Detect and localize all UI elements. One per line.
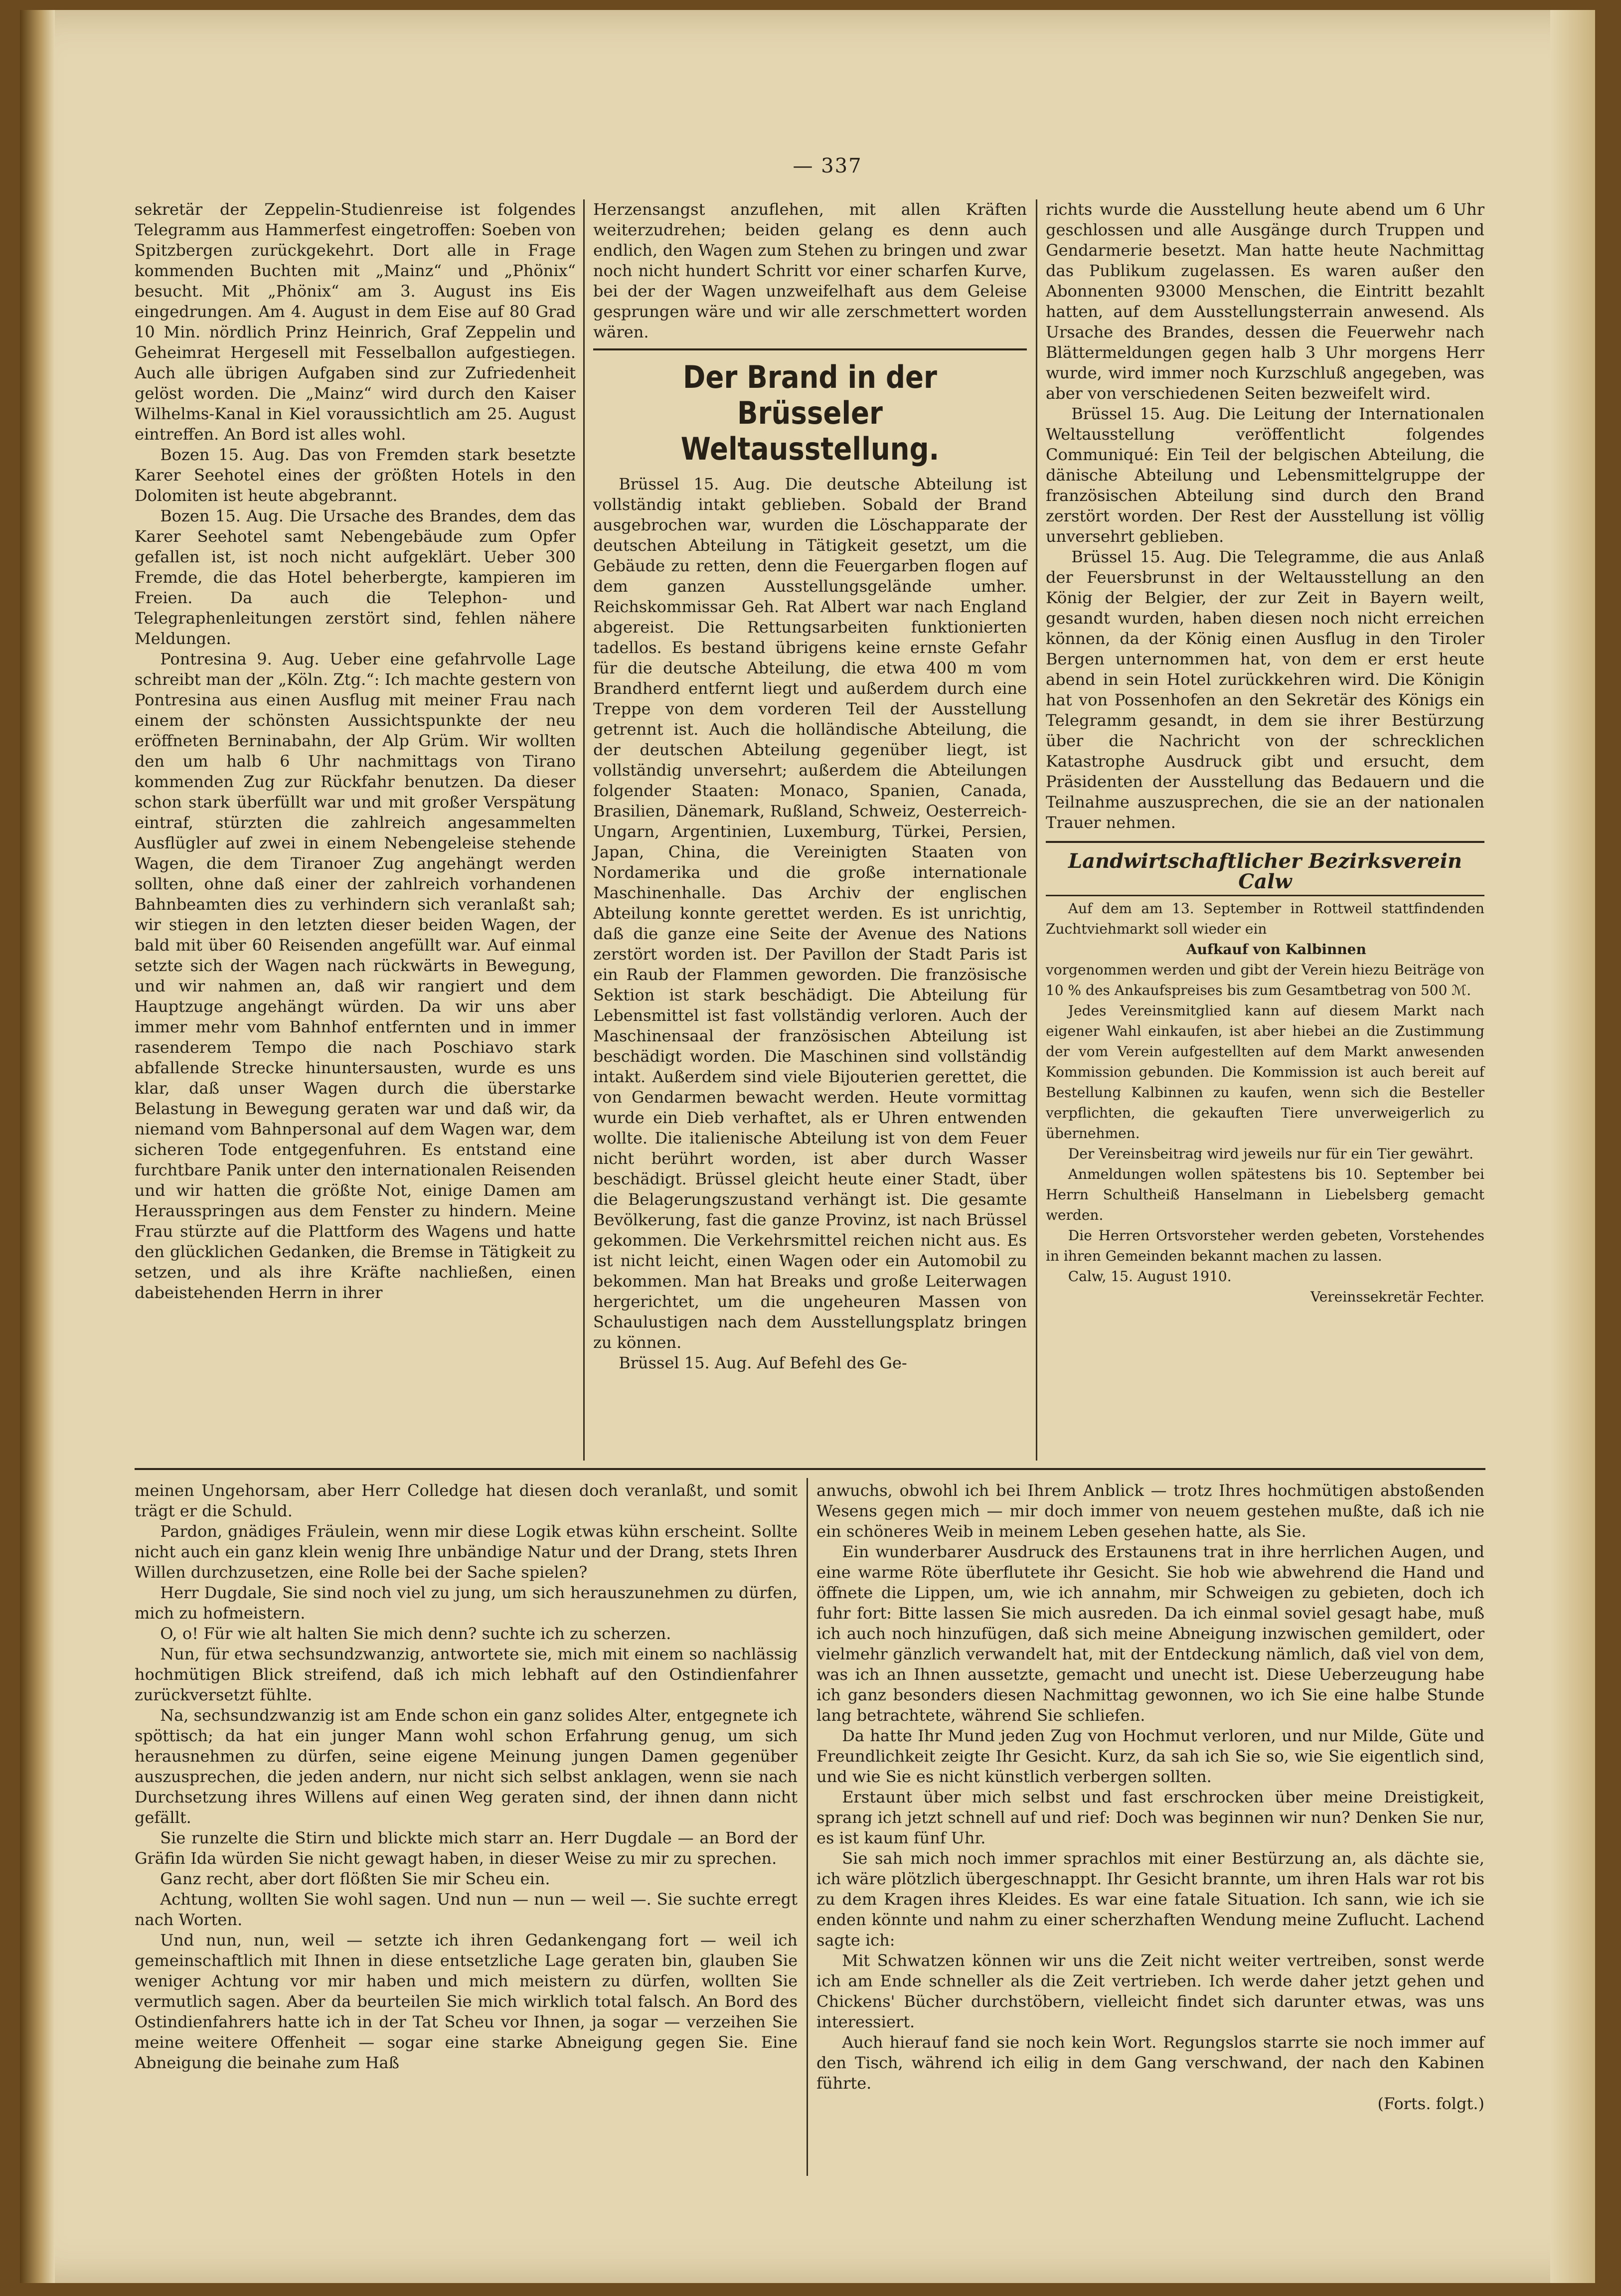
article-paragraph: Herzensangst anzuflehen, mit allen Kräften weiterzudrehen; beiden gelang es denn auch endlich, den Wagen zum Stehen zu bringen und zwar noch nicht hundert Schritt vor einer scharfen Kurve, bei der der Wagen unzweifelhaft aus dem Geleise gesprungen wäre und wir alle zerschmettert worden wären.	[593, 200, 1027, 341]
article-paragraph: Bozen 15. Aug. Die Ursache des Brandes, dem das Karer Seehotel samt Nebengebäude zum Opfer gefallen ist, ist noch nicht aufgeklärt. Ueber 300 Fremde, die das Hotel beherbergte, kampieren im Freien. Da auch die Telephon- und Telegraphenleitungen zerstört sind, fehlen nähere Meldungen.	[135, 506, 576, 648]
column-divider	[1036, 199, 1037, 1461]
ad-text: Der Vereinsbeitrag wird jeweils nur für ein Tier gewährt.	[1068, 1146, 1474, 1162]
ad-text: Auf dem am 13. September in Rottweil stattfindenden Zuchtviehmarkt soll wieder ein	[1046, 900, 1484, 937]
article-paragraph: Brüssel 15. Aug. Die Telegramme, die aus Anlaß der Feuersbrunst in der Weltausstellung an den König der Belgier, der zur Zeit in Bayern weilt, gesandt wurden, haben diesen noch nicht erreichen können, da der König einen Ausflug in den Tiroler Bergen unternommen hat, von dem er erst heute abend in sein Hotel zurückkehren wird. Die Königin hat von Possenhofen an den Sekretär des Königs ein Telegramm gesandt, in dem sie ihrer Bestürzung über die Nachricht von der schrecklichen Katastrophe Ausdruck gibt und ersucht, dem Präsidenten der Ausstellung das Bedauern und die Teilnahme auszusprechen, die sie an der nationalen Trauer nehmen.	[1046, 547, 1484, 832]
section-rule	[135, 1468, 1485, 1470]
headline: Der Brand in der Brüsseler Weltausstellung.	[680, 359, 940, 467]
column-2	[593, 199, 1027, 1373]
story-paragraph: Achtung, wollten Sie wohl sagen. Und nun — nun — weil —. Sie suchte erregt nach Worten.	[135, 1890, 798, 1929]
newspaper-page	[20, 10, 1595, 2283]
story-paragraph: Herr Dugdale, Sie sind noch viel zu jung, um sich herauszunehmen zu dürfen, mich zu hofmeistern.	[135, 1583, 798, 1623]
story-paragraph: Mit Schwatzen können wir uns die Zeit nicht weiter vertreiben, sonst werde ich am Ende schneller als die Zeit vertrieben. Ich werde daher jetzt gehen und Chickens' Bücher durchstöbern, vielleicht findet sich darunter etwas, was uns interessiert.	[816, 1951, 1484, 2031]
article-paragraph: Bozen 15. Aug. Das von Fremden stark besetzte Karer Seehotel eines der größten Hotels in den Dolomiten ist heute abgebrannt.	[135, 445, 576, 505]
story-paragraph: Erstaunt über mich selbst und fast erschrocken über meine Dreistigkeit, sprang ich jetzt schnell auf und rief: Doch was beginnen wir nun? Denken Sie nur, es ist kaum fünf Uhr.	[816, 1788, 1484, 1847]
ad-text: vorgenommen werden und gibt der Verein hiezu Beiträge von 10 % des Ankaufspreises bis zum Gesamtbetrag von 500 ℳ.	[1046, 962, 1484, 998]
ad-subtitle: Aufkauf von Kalbinnen	[1186, 941, 1366, 958]
story-paragraph: Na, sechsundzwanzig ist am Ende schon ein ganz solides Alter, entgegnete ich spöttisch; da hat ein junger Mann wohl schon Erfahrung genug, um sich herausnehmen zu dürfen, seine eigene Meinung jungen Damen gegenüber auszusprechen, die jeden andern, nur nicht sich selbst anklagen, wenn sie nach Durchsetzung ihres Willens auf einen Weg geraten sind, der ihnen dann nicht gefällt.	[135, 1706, 798, 1827]
ad-text: Die Herren Ortsvorsteher werden gebeten, Vorstehendes in ihren Gemeinden bekannt machen zu lassen.	[1046, 1227, 1484, 1264]
story-paragraph: Ein wunderbarer Ausdruck des Erstaunens trat in ihre herrlichen Augen, und eine warme Röte überflutete ihr Gesicht. Sie hob wie abwehrend die Hand und öffnete die Lippen, um, wie ich annahm, mir Schweigen zu gebieten, doch ich fuhr fort: Bitte lassen Sie mich ausreden. Da ich einmal soviel gesagt habe, muß ich auch noch hinzufügen, daß sich meine Abneigung inzwischen gemildert, oder vielmehr gänzlich verwandelt hat, mit der Entdeckung nämlich, daß viel von dem, was ich an Ihnen aussetzte, gemacht und unecht ist. Diese Ueberzeugung habe ich ganz besonders diesen Nachmittag gewonnen, wo ich Sie eine halbe Stunde lang betrachtete, während Sie schliefen.	[816, 1542, 1484, 1725]
article-paragraph: sekretär der Zeppelin-Studienreise ist folgendes Telegramm aus Hammerfest eingetroffen: Soeben von Spitzbergen zurückgekehrt. Dort alle in Frage kommenden Buchten mit „Mainz“ und „Phönix“ besucht. Mit „Phönix“ am 3. August ins Eis eingedrungen. Am 4. August in dem Eise auf 80 Grad 10 Min. nördlich Prinz Heinrich, Graf Zeppelin und Geheimrat Hergesell mit Fesselballon aufgestiegen. Auch alle übrigen Aufgaben sind zur Zufriedenheit gelöst worden. Die „Mainz“ wird durch den Kaiser Wilhelms-Kanal in Kiel voraussichtlich am 25. August eintreffen. An Bord ist alles wohl.	[135, 200, 576, 444]
column-3	[1046, 199, 1484, 1307]
article-paragraph: Brüssel 15. Aug. Die Leitung der Internationalen Weltausstellung veröffentlicht folgendes Communiqué: Ein Teil der belgischen Abteilung, die dänische Abteilung und Lebensmittelgruppe der französischen Abteilung sind durch den Brand zerstört worden. Der Rest der Ausstellung ist völlig unversehrt geblieben.	[1046, 404, 1484, 546]
story-paragraph: Da hatte Ihr Mund jeden Zug von Hochmut verloren, und nur Milde, Güte und Freundlichkeit zeigte Ihr Gesicht. Kurz, da sah ich Sie so, wie Sie eigentlich sind, und wie Sie es nicht künstlich verbergen sollten.	[816, 1726, 1484, 1786]
story-paragraph: Auch hierauf fand sie noch kein Wort. Regungslos starrte sie noch immer auf den Tisch, während ich eilig in dem Gang verschwand, der nach den Kabinen führte.	[816, 2033, 1484, 2093]
ad-rule	[1046, 841, 1484, 843]
article-paragraph: Brüssel 15. Aug. Die deutsche Abteilung ist vollständig intakt geblieben. Sobald der Brand ausgebrochen war, wurden die Löschapparate der deutschen Abteilung in Tätigkeit gesetzt, um die Gebäude zu retten, denn die Feuergarben flogen auf dem ganzen Ausstellungsgelände umher. Reichskommissar Geh. Rat Albert war nach England abgereist. Die Rettungsarbeiten funktionierten tadellos. Es bestand übrigens keine ernste Gefahr für die deutsche Abteilung, die etwa 400 m vom Brandherd entfernt liegt und außerdem durch eine Treppe von dem vorderen Teil der Ausstellung getrennt ist. Auch die holländische Abteilung, die der deutschen Abteilung gegenüber liegt, ist vollständig unversehrt; außerdem die Abteilungen folgender Staaten: Monaco, Spanien, Canada, Brasilien, Dänemark, Rußland, Schweiz, Oesterreich-Ungarn, Argentinien, Luxemburg, Türkei, Persien, Japan, China, die Vereinigten Staaten von Nordamerika und die große internationale Maschinenhalle. Das Archiv der englischen Abteilung konnte gerettet werden. Es ist unrichtig, daß die ganze eine Seite der Avenue des Nations zerstört worden ist. Der Pavillon der Stadt Paris ist ein Raub der Flammen geworden. Die französische Sektion ist stark beschädigt. Die Abteilung für Lebensmittel ist fast vollständig verloren. Auch der Maschinensaal der französischen Abteilung ist beschädigt worden. Die Maschinen sind vollständig intakt. Außerdem sind viele Bijouterien gerettet, die von Gendarmen bewacht werden. Heute vormittag wurde ein Dieb verhaftet, als er Uhren entwenden wollte. Die italienische Abteilung ist von dem Feuer nicht berührt worden, ist aber durch Wasser beschädigt. Brüssel gleicht heute einer Stadt, über die Belagerungszustand verhängt ist. Die gesamte Bevölkerung, fast die ganze Provinz, ist nach Brüssel gekommen. Die Verkehrsmittel reichen nicht aus. Es ist nicht leicht, einen Wagen oder ein Automobil zu bekommen. Man hat Breaks und große Leiterwagen hergerichtet, um die ungeheuren Massen von Schaulustigen nach dem Ausstellungsplatz bringen zu können.	[593, 475, 1027, 1352]
headline-rule	[593, 348, 1027, 350]
column-divider	[807, 1478, 808, 2176]
page-edge	[1550, 10, 1595, 2283]
ad-text: Jedes Vereinsmitglied kann auf diesem Markt nach eigener Wahl einkaufen, ist aber hiebei an die Zustimmung der vom Verein aufgestellten auf dem Markt anwesenden Kommission gebunden. Die Kommission ist auch bereit auf Bestellung Kalbinnen zu kaufen, wenn sich die Besteller verpflichten, die gekauften Tiere unverweigerlich zu übernehmen.	[1046, 1002, 1484, 1142]
serial-left-column	[135, 1480, 798, 2073]
ad-title: Landwirtschaftlicher Bezirksverein Calw	[1046, 851, 1484, 896]
article-paragraph: richts wurde die Ausstellung heute abend um 6 Uhr geschlossen und alle Ausgänge durch Truppen und Gendarmerie besetzt. Man hatte heute Nachmittag das Publikum zugelassen. Es waren außer den Abonnenten 93000 Menschen, die Eintritt bezahlt hatten, auf dem Ausstellungsterrain anwesend. Als Ursache des Brandes, dessen die Feuerwehr nach Blättermeldungen gegen halb 3 Uhr morgens Herr wurde, wird immer noch Kurzschluß angegeben, was aber von verschiedenen Seiten bezweifelt wird.	[1046, 200, 1484, 403]
story-paragraph: O, o! Für wie alt halten Sie mich denn? suchte ich zu scherzen.	[160, 1624, 671, 1643]
ad-place-date: Calw, 15. August 1910.	[1068, 1268, 1232, 1285]
story-paragraph: Sie runzelte die Stirn und blickte mich starr an. Herr Dugdale — an Bord der Gräfin Ida würden Sie nicht gewagt haben, in dieser Weise zu mir zu sprechen.	[135, 1828, 798, 1868]
serial-right-column	[816, 1480, 1484, 2114]
story-paragraph: Nun, für etwa sechsundzwanzig, antwortete sie, mich mit einem so nachlässig hochmütigen Blick streifend, daß ich mich lebhaft auf den Ostindienfahrer zurückversetzt fühlte.	[135, 1644, 798, 1704]
page-number: — 337	[793, 155, 862, 177]
ad-signature: Vereinssekretär Fechter.	[1310, 1289, 1484, 1305]
ad-text: Anmeldungen wollen spätestens bis 10. September bei Herrn Schultheiß Hanselmann in Liebelsberg gemacht werden.	[1046, 1166, 1484, 1223]
article-paragraph: Pontresina 9. Aug. Ueber eine gefahrvolle Lage schreibt man der „Köln. Ztg.“: Ich machte gestern von Pontresina aus einen Ausflug mit meiner Frau nach einem der schönsten Aussichtspunkte der neu eröffneten Berninabahn, der Alp Grüm. Wir wollten den um halb 6 Uhr nachmittags von Tirano kommenden Zug zur Rückfahr benutzen. Da dieser schon stark überfüllt war und mit großer Verspätung eintraf, stürzten die zahlreich angesammelten Ausflügler auf zwei in einem Nebengeleise stehende Wagen, die dem Tiranoer Zug angehängt werden sollten, ohne daß einer der zahlreich vorhandenen Bahnbeamten dies zu verhindern sich veranlaßt sah; wir stiegen in den letzten dieser beiden Wagen, der bald mit über 60 Reisenden angefüllt war. Auf einmal setzte sich der Wagen nach rückwärts in Bewegung, und wir nahmen an, daß wir rangiert und dem Hauptzuge angehängt würden. Da wir uns aber immer mehr vom Bahnhof entfernten und in immer rasenderem Tempo die nach Poschiavo stark abfallende Strecke hinuntersausten, wurde es uns klar, daß unser Wagen durch die überstarke Belastung in Bewegung geraten war und daß wir, da niemand vom Bahnpersonal auf dem Wagen war, dem sicheren Tode entgegenfuhren. Es entstand eine furchtbare Panik unter den internationalen Reisenden und wir hatten die größte Not, einige Damen am Herausspringen aus dem Fenster zu hindern. Meine Frau stürzte auf die Plattform des Wagens und hatte den glücklichen Gedanken, die Bremse in Tätigkeit zu setzen, und als ihre Kräfte nachließen, einen dabeistehenden Herrn in ihrer	[135, 650, 576, 1302]
story-paragraph: anwuchs, obwohl ich bei Ihrem Anblick — trotz Ihres hochmütigen abstoßenden Wesens gegen mich — mir doch immer von neuem gestehen mußte, daß ich nie ein schöneres Weib in meinem Leben gesehen hatte, als Sie.	[816, 1481, 1484, 1541]
advertisement	[1046, 851, 1484, 1307]
story-paragraph: Sie sah mich noch immer sprachlos mit einer Bestürzung an, als dächte sie, ich wäre plötzlich übergeschnappt. Ihr Gesicht brannte, um ihren Hals war rot bis zu dem Kragen ihres Kleides. Es war eine fatale Situation. Ich sann, wie ich sie enden könnte und nahm zu einer scherzhaften Wendung meine Zuflucht. Lachend sagte ich:	[816, 1849, 1484, 1950]
page-binding	[20, 10, 55, 2283]
column-1	[135, 199, 576, 1303]
continuation-note: (Forts. folgt.)	[1377, 2094, 1484, 2113]
story-paragraph: Ganz recht, aber dort flößten Sie mir Scheu ein.	[160, 1869, 550, 1888]
column-divider	[583, 199, 585, 1461]
story-paragraph: Und nun, nun, weil — setzte ich ihren Gedankengang fort — weil ich gemeinschaftlich mit Ihnen in diese entsetzliche Lage geraten bin, glauben Sie weniger Achtung vor mir haben und mich meistern zu dürfen, wollten Sie vermutlich sagen. Aber da beurteilen Sie mich wirklich total falsch. An Bord des Ostindienfahrers hatte ich in der Tat Scheu vor Ihnen, ja sogar — verzeihen Sie meine weitere Offenheit — sogar eine starke Abneigung gegen Sie. Eine Abneigung die beinahe zum Haß	[135, 1931, 798, 2072]
article-paragraph: Brüssel 15. Aug. Auf Befehl des Ge-	[619, 1353, 907, 1372]
story-paragraph: meinen Ungehorsam, aber Herr Colledge hat diesen doch veranlaßt, und somit trägt er die Schuld.	[135, 1481, 798, 1520]
story-paragraph: Pardon, gnädiges Fräulein, wenn mir diese Logik etwas kühn erscheint. Sollte nicht auch ein ganz klein wenig Ihre unbändige Natur und der Drang, stets Ihren Willen durchzusetzen, eine Rolle bei der Sache spielen?	[135, 1522, 798, 1582]
